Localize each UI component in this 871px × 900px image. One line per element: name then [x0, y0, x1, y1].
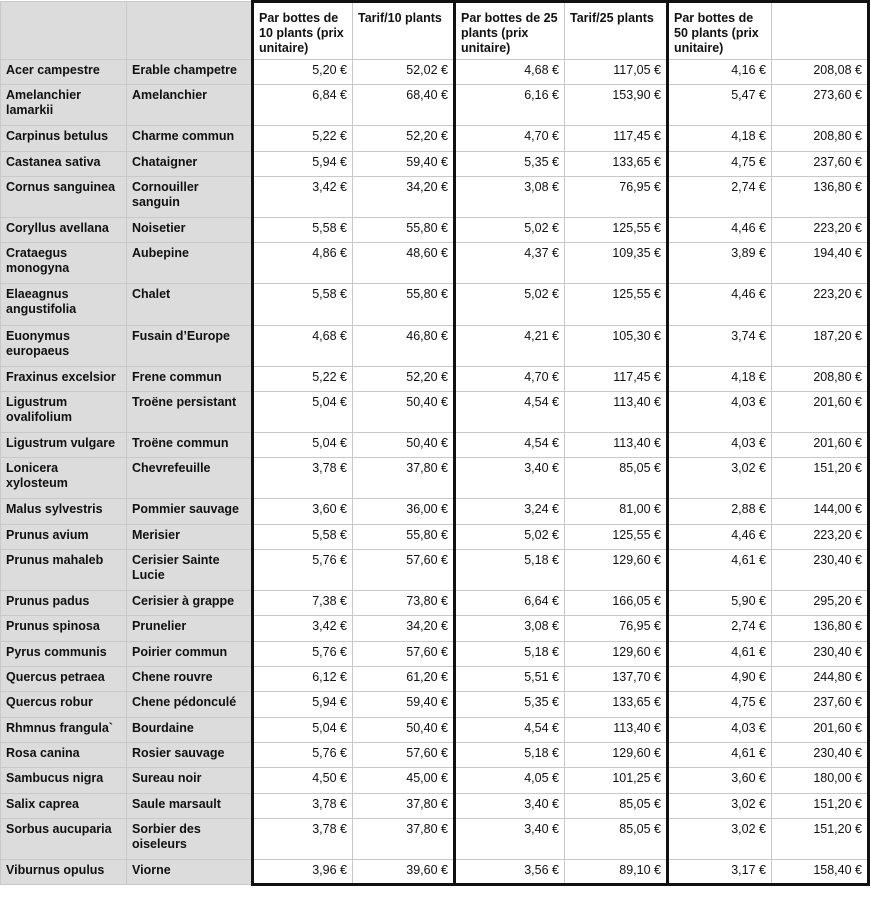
- total-50-cell: 158,40 €: [772, 859, 869, 884]
- unit-price-50-cell: 4,03 €: [668, 433, 772, 458]
- common-name-cell: Troëne commun: [127, 433, 253, 458]
- total-10-cell: 52,20 €: [353, 366, 455, 391]
- total-50-cell: 208,80 €: [772, 366, 869, 391]
- common-name-cell: Chene pédonculé: [127, 692, 253, 717]
- latin-name-cell: Pyrus communis: [1, 641, 127, 666]
- latin-name-cell: Crataegus monogyna: [1, 243, 127, 284]
- common-name-cell: Sorbier des oiseleurs: [127, 818, 253, 859]
- header-total-10: Tarif/10 plants: [353, 2, 455, 60]
- latin-name-cell: Sorbus aucuparia: [1, 818, 127, 859]
- unit-price-10-cell: 5,22 €: [253, 366, 353, 391]
- unit-price-10-cell: 5,04 €: [253, 717, 353, 742]
- unit-price-50-cell: 4,18 €: [668, 366, 772, 391]
- total-10-cell: 57,60 €: [353, 641, 455, 666]
- table-row: [1, 717, 869, 742]
- total-10-cell: 57,60 €: [353, 742, 455, 767]
- unit-price-50-cell: 5,47 €: [668, 85, 772, 126]
- total-25-cell: 117,45 €: [565, 126, 668, 151]
- total-10-cell: 68,40 €: [353, 85, 455, 126]
- total-50-cell: 208,80 €: [772, 126, 869, 151]
- table-row: [1, 218, 869, 243]
- unit-price-25-cell: 6,64 €: [455, 591, 565, 616]
- unit-price-25-cell: 5,35 €: [455, 151, 565, 176]
- table-row: [1, 742, 869, 767]
- table-header: [1, 2, 869, 60]
- unit-price-10-cell: 5,58 €: [253, 218, 353, 243]
- header-total-50: [772, 2, 869, 60]
- unit-price-50-cell: 3,02 €: [668, 818, 772, 859]
- total-25-cell: 125,55 €: [565, 524, 668, 549]
- unit-price-50-cell: 4,75 €: [668, 692, 772, 717]
- unit-price-25-cell: 3,08 €: [455, 176, 565, 217]
- table-row: [1, 524, 869, 549]
- total-25-cell: 153,90 €: [565, 85, 668, 126]
- latin-name-cell: Carpinus betulus: [1, 126, 127, 151]
- total-10-cell: 59,40 €: [353, 692, 455, 717]
- total-50-cell: 136,80 €: [772, 616, 869, 641]
- latin-name-cell: Sambucus nigra: [1, 768, 127, 793]
- latin-name-cell: Lonicera xylosteum: [1, 458, 127, 499]
- unit-price-10-cell: 4,50 €: [253, 768, 353, 793]
- unit-price-50-cell: 4,03 €: [668, 717, 772, 742]
- unit-price-50-cell: 3,60 €: [668, 768, 772, 793]
- header-row: [1, 2, 869, 60]
- unit-price-25-cell: 4,54 €: [455, 391, 565, 432]
- table-row: [1, 366, 869, 391]
- total-25-cell: 117,05 €: [565, 60, 668, 85]
- total-50-cell: 187,20 €: [772, 325, 869, 366]
- unit-price-50-cell: 2,74 €: [668, 616, 772, 641]
- total-25-cell: 85,05 €: [565, 793, 668, 818]
- common-name-cell: Chene rouvre: [127, 667, 253, 692]
- unit-price-25-cell: 4,21 €: [455, 325, 565, 366]
- latin-name-cell: Rhmnus frangula`: [1, 717, 127, 742]
- unit-price-50-cell: 4,75 €: [668, 151, 772, 176]
- latin-name-cell: Malus sylvestris: [1, 499, 127, 524]
- total-25-cell: 117,45 €: [565, 366, 668, 391]
- table-row: [1, 176, 869, 217]
- common-name-cell: Erable champetre: [127, 60, 253, 85]
- common-name-cell: Merisier: [127, 524, 253, 549]
- table-row: [1, 859, 869, 884]
- latin-name-cell: Castanea sativa: [1, 151, 127, 176]
- latin-name-cell: Quercus robur: [1, 692, 127, 717]
- unit-price-50-cell: 4,61 €: [668, 641, 772, 666]
- total-50-cell: 223,20 €: [772, 284, 869, 325]
- total-25-cell: 85,05 €: [565, 818, 668, 859]
- table-row: [1, 818, 869, 859]
- common-name-cell: Chalet: [127, 284, 253, 325]
- unit-price-25-cell: 3,08 €: [455, 616, 565, 641]
- unit-price-50-cell: 4,16 €: [668, 60, 772, 85]
- unit-price-50-cell: 5,90 €: [668, 591, 772, 616]
- total-25-cell: 133,65 €: [565, 151, 668, 176]
- total-25-cell: 85,05 €: [565, 458, 668, 499]
- common-name-cell: Prunelier: [127, 616, 253, 641]
- unit-price-10-cell: 4,86 €: [253, 243, 353, 284]
- table-body: [1, 60, 869, 885]
- total-10-cell: 39,60 €: [353, 859, 455, 884]
- unit-price-10-cell: 6,84 €: [253, 85, 353, 126]
- common-name-cell: Noisetier: [127, 218, 253, 243]
- latin-name-cell: Salix caprea: [1, 793, 127, 818]
- latin-name-cell: Rosa canina: [1, 742, 127, 767]
- table-row: [1, 616, 869, 641]
- latin-name-cell: Prunus padus: [1, 591, 127, 616]
- unit-price-25-cell: 5,02 €: [455, 284, 565, 325]
- total-50-cell: 201,60 €: [772, 433, 869, 458]
- table-row: [1, 85, 869, 126]
- common-name-cell: Charme commun: [127, 126, 253, 151]
- unit-price-25-cell: 5,18 €: [455, 742, 565, 767]
- total-50-cell: 230,40 €: [772, 641, 869, 666]
- unit-price-50-cell: 3,17 €: [668, 859, 772, 884]
- common-name-cell: Troëne persistant: [127, 391, 253, 432]
- total-50-cell: 237,60 €: [772, 151, 869, 176]
- unit-price-10-cell: 5,76 €: [253, 742, 353, 767]
- unit-price-50-cell: 4,61 €: [668, 742, 772, 767]
- total-25-cell: 109,35 €: [565, 243, 668, 284]
- total-50-cell: 201,60 €: [772, 717, 869, 742]
- unit-price-10-cell: 7,38 €: [253, 591, 353, 616]
- common-name-cell: Viorne: [127, 859, 253, 884]
- table-row: [1, 692, 869, 717]
- total-10-cell: 34,20 €: [353, 176, 455, 217]
- unit-price-25-cell: 4,54 €: [455, 433, 565, 458]
- unit-price-10-cell: 5,76 €: [253, 641, 353, 666]
- total-25-cell: 113,40 €: [565, 433, 668, 458]
- total-50-cell: 223,20 €: [772, 524, 869, 549]
- unit-price-50-cell: 3,89 €: [668, 243, 772, 284]
- latin-name-cell: Ligustrum vulgare: [1, 433, 127, 458]
- latin-name-cell: Amelanchier lamarkii: [1, 85, 127, 126]
- total-10-cell: 55,80 €: [353, 218, 455, 243]
- header-unit-price-50: Par bottes de 50 plants (prix unitaire): [668, 2, 772, 60]
- header-unit-price-25: Par bottes de 25 plants (prix unitaire): [455, 2, 565, 60]
- table-row: [1, 151, 869, 176]
- total-10-cell: 48,60 €: [353, 243, 455, 284]
- unit-price-10-cell: 3,78 €: [253, 818, 353, 859]
- table-row: [1, 667, 869, 692]
- unit-price-50-cell: 4,46 €: [668, 284, 772, 325]
- common-name-cell: Pommier sauvage: [127, 499, 253, 524]
- total-50-cell: 151,20 €: [772, 818, 869, 859]
- unit-price-10-cell: 3,96 €: [253, 859, 353, 884]
- table-row: [1, 60, 869, 85]
- unit-price-10-cell: 5,20 €: [253, 60, 353, 85]
- unit-price-25-cell: 4,54 €: [455, 717, 565, 742]
- unit-price-10-cell: 3,42 €: [253, 176, 353, 217]
- total-10-cell: 52,02 €: [353, 60, 455, 85]
- total-10-cell: 50,40 €: [353, 433, 455, 458]
- unit-price-50-cell: 4,90 €: [668, 667, 772, 692]
- common-name-cell: Poirier commun: [127, 641, 253, 666]
- unit-price-50-cell: 3,02 €: [668, 458, 772, 499]
- total-25-cell: 113,40 €: [565, 391, 668, 432]
- total-50-cell: 208,08 €: [772, 60, 869, 85]
- unit-price-25-cell: 4,70 €: [455, 126, 565, 151]
- unit-price-25-cell: 3,24 €: [455, 499, 565, 524]
- unit-price-10-cell: 5,04 €: [253, 433, 353, 458]
- unit-price-10-cell: 3,78 €: [253, 458, 353, 499]
- total-50-cell: 295,20 €: [772, 591, 869, 616]
- unit-price-25-cell: 4,05 €: [455, 768, 565, 793]
- table-row: [1, 641, 869, 666]
- total-50-cell: 230,40 €: [772, 550, 869, 591]
- table-row: [1, 499, 869, 524]
- unit-price-10-cell: 5,76 €: [253, 550, 353, 591]
- common-name-cell: Fusain d’Europe: [127, 325, 253, 366]
- total-50-cell: 230,40 €: [772, 742, 869, 767]
- unit-price-50-cell: 3,74 €: [668, 325, 772, 366]
- total-50-cell: 223,20 €: [772, 218, 869, 243]
- total-25-cell: 113,40 €: [565, 717, 668, 742]
- total-10-cell: 55,80 €: [353, 524, 455, 549]
- total-10-cell: 55,80 €: [353, 284, 455, 325]
- total-50-cell: 151,20 €: [772, 793, 869, 818]
- total-25-cell: 166,05 €: [565, 591, 668, 616]
- common-name-cell: Sureau noir: [127, 768, 253, 793]
- latin-name-cell: Acer campestre: [1, 60, 127, 85]
- common-name-cell: Rosier sauvage: [127, 742, 253, 767]
- total-25-cell: 101,25 €: [565, 768, 668, 793]
- common-name-cell: Aubepine: [127, 243, 253, 284]
- total-10-cell: 37,80 €: [353, 793, 455, 818]
- common-name-cell: Chevrefeuille: [127, 458, 253, 499]
- unit-price-25-cell: 5,02 €: [455, 218, 565, 243]
- total-25-cell: 81,00 €: [565, 499, 668, 524]
- total-10-cell: 45,00 €: [353, 768, 455, 793]
- unit-price-25-cell: 5,18 €: [455, 550, 565, 591]
- header-latin-name: [1, 2, 127, 60]
- latin-name-cell: Ligustrum ovalifolium: [1, 391, 127, 432]
- total-50-cell: 201,60 €: [772, 391, 869, 432]
- unit-price-25-cell: 4,70 €: [455, 366, 565, 391]
- unit-price-25-cell: 4,68 €: [455, 60, 565, 85]
- total-50-cell: 237,60 €: [772, 692, 869, 717]
- total-10-cell: 50,40 €: [353, 391, 455, 432]
- total-10-cell: 50,40 €: [353, 717, 455, 742]
- table-row: [1, 126, 869, 151]
- total-25-cell: 137,70 €: [565, 667, 668, 692]
- unit-price-50-cell: 4,46 €: [668, 524, 772, 549]
- unit-price-50-cell: 4,18 €: [668, 126, 772, 151]
- latin-name-cell: Prunus avium: [1, 524, 127, 549]
- unit-price-10-cell: 5,58 €: [253, 284, 353, 325]
- common-name-cell: Saule marsault: [127, 793, 253, 818]
- unit-price-10-cell: 5,94 €: [253, 151, 353, 176]
- common-name-cell: Amelanchier: [127, 85, 253, 126]
- unit-price-50-cell: 3,02 €: [668, 793, 772, 818]
- unit-price-25-cell: 3,40 €: [455, 793, 565, 818]
- table-row: [1, 243, 869, 284]
- total-25-cell: 129,60 €: [565, 641, 668, 666]
- total-10-cell: 59,40 €: [353, 151, 455, 176]
- common-name-cell: Cornouiller sanguin: [127, 176, 253, 217]
- total-25-cell: 129,60 €: [565, 550, 668, 591]
- unit-price-10-cell: 5,94 €: [253, 692, 353, 717]
- total-25-cell: 76,95 €: [565, 616, 668, 641]
- table-row: [1, 768, 869, 793]
- latin-name-cell: Prunus mahaleb: [1, 550, 127, 591]
- table-row: [1, 284, 869, 325]
- table-row: [1, 591, 869, 616]
- table-row: [1, 325, 869, 366]
- table-row: [1, 793, 869, 818]
- unit-price-10-cell: 3,60 €: [253, 499, 353, 524]
- unit-price-25-cell: 5,35 €: [455, 692, 565, 717]
- common-name-cell: Cerisier à grappe: [127, 591, 253, 616]
- unit-price-10-cell: 3,78 €: [253, 793, 353, 818]
- total-50-cell: 273,60 €: [772, 85, 869, 126]
- latin-name-cell: Prunus spinosa: [1, 616, 127, 641]
- unit-price-25-cell: 4,37 €: [455, 243, 565, 284]
- common-name-cell: Frene commun: [127, 366, 253, 391]
- table-row: [1, 391, 869, 432]
- total-50-cell: 144,00 €: [772, 499, 869, 524]
- total-25-cell: 76,95 €: [565, 176, 668, 217]
- total-25-cell: 89,10 €: [565, 859, 668, 884]
- unit-price-10-cell: 3,42 €: [253, 616, 353, 641]
- total-25-cell: 125,55 €: [565, 284, 668, 325]
- header-common-name: [127, 2, 253, 60]
- total-10-cell: 37,80 €: [353, 818, 455, 859]
- latin-name-cell: Fraxinus excelsior: [1, 366, 127, 391]
- total-50-cell: 180,00 €: [772, 768, 869, 793]
- common-name-cell: Cerisier Sainte Lucie: [127, 550, 253, 591]
- latin-name-cell: Elaeagnus angustifolia: [1, 284, 127, 325]
- unit-price-25-cell: 3,40 €: [455, 458, 565, 499]
- unit-price-50-cell: 4,61 €: [668, 550, 772, 591]
- total-10-cell: 46,80 €: [353, 325, 455, 366]
- unit-price-10-cell: 4,68 €: [253, 325, 353, 366]
- latin-name-cell: Cornus sanguinea: [1, 176, 127, 217]
- table-row: [1, 458, 869, 499]
- unit-price-50-cell: 4,46 €: [668, 218, 772, 243]
- total-25-cell: 129,60 €: [565, 742, 668, 767]
- latin-name-cell: Coryllus avellana: [1, 218, 127, 243]
- unit-price-50-cell: 4,03 €: [668, 391, 772, 432]
- total-25-cell: 105,30 €: [565, 325, 668, 366]
- unit-price-25-cell: 3,40 €: [455, 818, 565, 859]
- total-25-cell: 125,55 €: [565, 218, 668, 243]
- unit-price-25-cell: 6,16 €: [455, 85, 565, 126]
- common-name-cell: Chataigner: [127, 151, 253, 176]
- total-10-cell: 57,60 €: [353, 550, 455, 591]
- unit-price-25-cell: 5,18 €: [455, 641, 565, 666]
- total-25-cell: 133,65 €: [565, 692, 668, 717]
- unit-price-50-cell: 2,88 €: [668, 499, 772, 524]
- unit-price-50-cell: 2,74 €: [668, 176, 772, 217]
- total-10-cell: 61,20 €: [353, 667, 455, 692]
- unit-price-10-cell: 5,58 €: [253, 524, 353, 549]
- unit-price-25-cell: 3,56 €: [455, 859, 565, 884]
- latin-name-cell: Quercus petraea: [1, 667, 127, 692]
- total-10-cell: 36,00 €: [353, 499, 455, 524]
- unit-price-10-cell: 5,04 €: [253, 391, 353, 432]
- total-10-cell: 52,20 €: [353, 126, 455, 151]
- total-10-cell: 34,20 €: [353, 616, 455, 641]
- total-50-cell: 244,80 €: [772, 667, 869, 692]
- header-unit-price-10: Par bottes de 10 plants (prix unitaire): [253, 2, 353, 60]
- common-name-cell: Bourdaine: [127, 717, 253, 742]
- latin-name-cell: Viburnus opulus: [1, 859, 127, 884]
- table-row: [1, 433, 869, 458]
- total-10-cell: 37,80 €: [353, 458, 455, 499]
- total-50-cell: 136,80 €: [772, 176, 869, 217]
- unit-price-25-cell: 5,51 €: [455, 667, 565, 692]
- table-row: [1, 550, 869, 591]
- total-50-cell: 194,40 €: [772, 243, 869, 284]
- unit-price-10-cell: 5,22 €: [253, 126, 353, 151]
- total-10-cell: 73,80 €: [353, 591, 455, 616]
- total-50-cell: 151,20 €: [772, 458, 869, 499]
- unit-price-25-cell: 5,02 €: [455, 524, 565, 549]
- latin-name-cell: Euonymus europaeus: [1, 325, 127, 366]
- unit-price-10-cell: 6,12 €: [253, 667, 353, 692]
- header-total-25: Tarif/25 plants: [565, 2, 668, 60]
